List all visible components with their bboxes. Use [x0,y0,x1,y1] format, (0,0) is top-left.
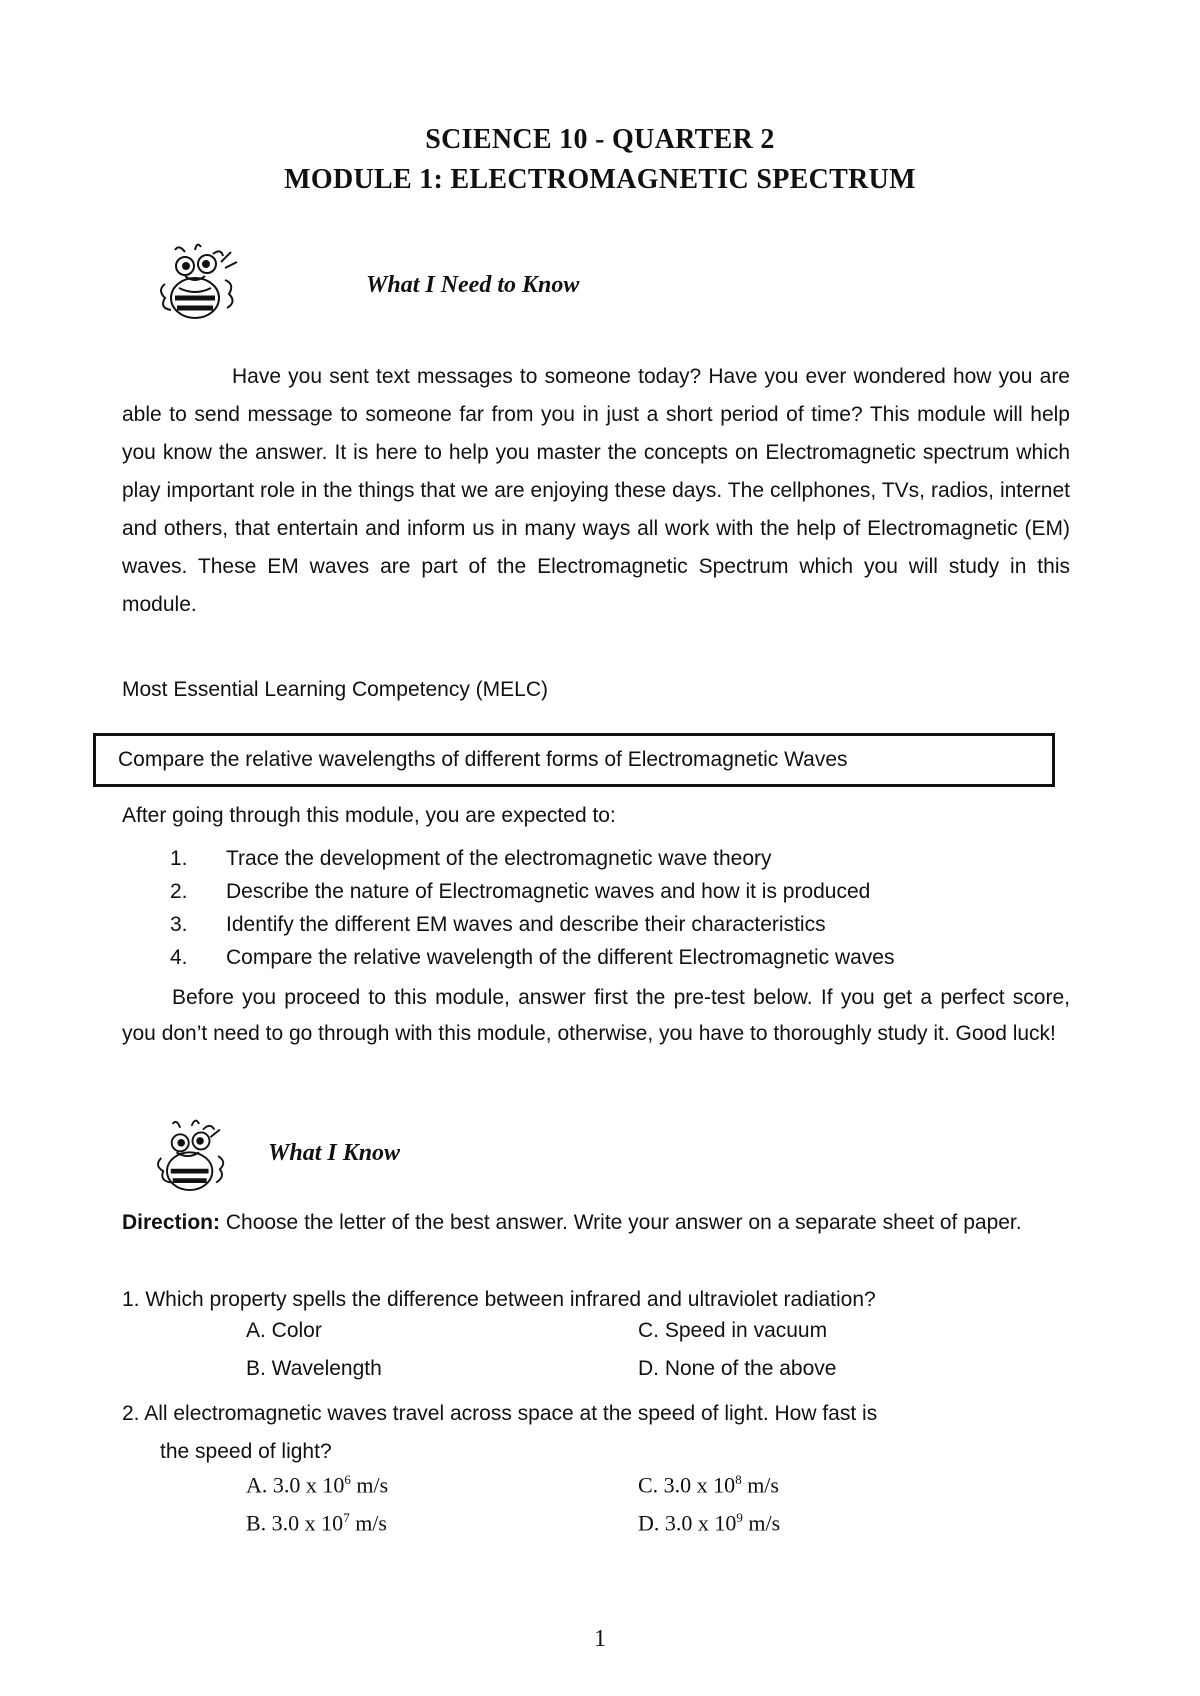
list-item-text: Identify the different EM waves and describe their characteristics [226,913,826,936]
bee-mascot-icon [155,240,245,330]
list-item-number: 1. [170,847,188,870]
pretest-instruction-paragraph: Before you proceed to this module, answer first the pre-test below. If you get a perfect score, you don’t need to go through with this module, otherwise, you have to thoroughly study it. Good luck! [122,986,1070,1045]
question-1-option-c: C. Speed in vacuum [638,1319,828,1342]
list-item [170,941,894,974]
list-item-text: Compare the relative wavelength of the different Electromagnetic waves [226,946,895,969]
option-unit: m/s [349,1510,387,1536]
list-item [170,842,894,875]
option-unit: m/s [350,1472,389,1498]
list-item-number: 2. [170,880,188,903]
question-2-line2: the speed of light? [160,1440,332,1463]
option-exponent: 7 [343,1510,350,1525]
question-2 [122,1395,1082,1471]
direction-label: Direction: [122,1211,221,1234]
page-title-line1: SCIENCE 10 - QUARTER 2 [425,124,775,155]
option-base: A. 3.0 x 10 [246,1472,345,1498]
option-exponent: 8 [735,1472,742,1487]
question-1-option-b: B. Wavelength [246,1357,382,1380]
objectives-list [170,842,894,974]
option-base: B. 3.0 x 10 [246,1510,344,1536]
section-heading-what-i-need-to-know: What I Need to Know [366,272,580,298]
question-2-option-d [638,1510,780,1536]
direction-paragraph [122,1204,1070,1242]
list-item-number: 4. [170,946,188,969]
melc-label: Most Essential Learning Competency (MELC) [122,678,549,701]
list-item-text: Trace the development of the electromagnetic wave theory [226,847,772,870]
page-number: 1 [594,1626,606,1652]
objectives-intro: After going through this module, you are expected to: [122,804,616,827]
list-item [170,875,894,908]
option-base: D. 3.0 x 10 [638,1510,737,1536]
list-item-text: Describe the nature of Electromagnetic waves and how it is produced [226,880,871,903]
question-2-option-a [246,1472,388,1498]
question-1-option-d: D. None of the above [638,1357,837,1380]
list-item-number: 3. [170,913,188,936]
intro-paragraph: Have you sent text messages to someone today? Have you ever wondered how you are able to send message to someone far from you in just a short period of time? This module will help you know the answer. It is here to help you master the concepts on Electromagnetic spectrum which play important role in the things that we are enjoying these days. The cellphones, TVs, radios, internet and others, that entertain and inform us in many ways all work with the help of Electromagnetic (EM) waves. These EM waves are part of the Electromagnetic Spectrum which you will study in this module. [122,365,1070,616]
melc-box [93,733,1055,787]
question-1-option-a: A. Color [246,1319,322,1342]
option-unit: m/s [741,1472,779,1498]
option-unit: m/s [742,1510,781,1536]
direction-text: Choose the letter of the best answer. Write your answer on a separate sheet of paper. [220,1211,1022,1234]
list-item [170,908,894,941]
section-heading-what-i-know: What I Know [268,1140,401,1166]
question-2-line1: 2. All electromagnetic waves travel across space at the speed of light. How fast is [122,1402,878,1425]
option-exponent: 6 [344,1472,351,1487]
melc-text: Compare the relative wavelengths of different forms of Electromagnetic Waves [118,748,848,771]
page-title-line2: MODULE 1: ELECTROMAGNETIC SPECTRUM [284,164,916,195]
question-2-option-b [246,1510,387,1536]
bee-mascot-icon [150,1113,235,1201]
option-exponent: 9 [736,1510,743,1525]
question-2-option-c [638,1472,779,1498]
option-base: C. 3.0 x 10 [638,1472,736,1498]
question-1: 1. Which property spells the difference between infrared and ultraviolet radiation? [122,1288,876,1311]
